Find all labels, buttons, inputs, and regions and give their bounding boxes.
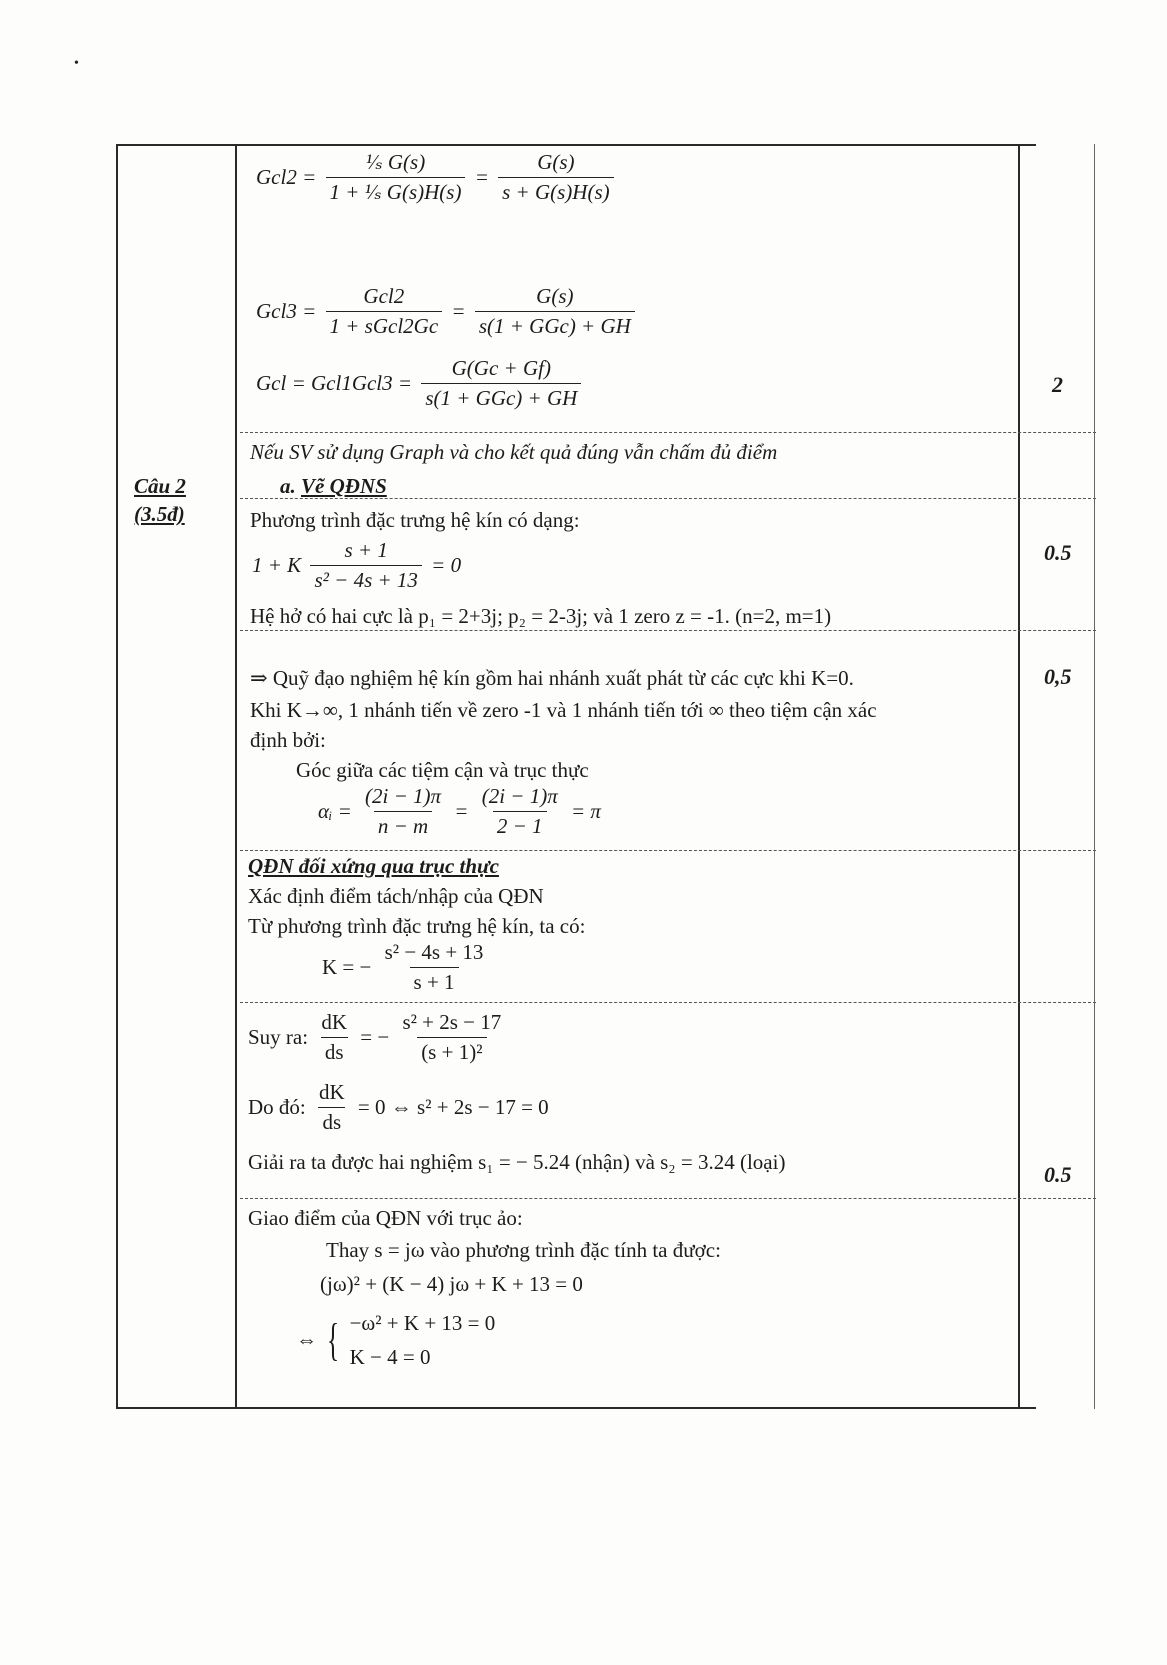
gcl2-result-fraction (498, 150, 614, 205)
dk-zero-rhs: = 0 ⇔ s² + 2s − 17 = 0 (357, 1095, 549, 1119)
alpha-fraction-1 (361, 784, 445, 839)
part-a-title: Vẽ QĐNS (301, 474, 387, 498)
symmetry-title: QĐN đối xứng qua trục thực (248, 854, 499, 878)
dk-numerator: dK (321, 1010, 347, 1034)
part-a-prefix: a. (280, 474, 296, 498)
alpha-rhs: = π (570, 799, 601, 823)
gcl2-fraction (326, 150, 466, 205)
gcl3-equation (256, 284, 639, 339)
gcl2-lhs: Gcl2 = (256, 165, 317, 189)
scan-dot: • (74, 56, 79, 71)
dk-result-numerator: s² + 2s − 17 (402, 1010, 502, 1034)
gcl2-denominator: 1 + ¹⁄ₛ G(s)H(s) (326, 177, 466, 205)
score-0-5-b: 0,5 (1044, 664, 1072, 689)
part-a-heading (280, 474, 387, 499)
suy-ra-label: Suy ra: (248, 1025, 309, 1049)
char-eq-lhs: 1 + K (252, 553, 302, 577)
alpha-numerator-2: (2i − 1)π (481, 784, 558, 808)
system-line-1: −ω² + K + 13 = 0 (349, 1311, 496, 1335)
root-locus-line3: định bởi: (250, 728, 326, 752)
gcl3-result-fraction (475, 284, 635, 339)
root-locus-line1: ⇒ Quỹ đạo nghiệm hệ kín gồm hai nhánh xuất phát từ các cực khi K=0. (250, 666, 854, 690)
char-eq-numerator: s + 1 (344, 538, 388, 562)
gcl-denominator: s(1 + GGc) + GH (421, 383, 581, 411)
roots-text: Giải ra ta được hai nghiệm s₁ = − 5.24 (nhận) và s₂ = 3.24 (loại) (248, 1150, 786, 1174)
breakaway-intro: Xác định điểm tách/nhập của QĐN (248, 884, 544, 908)
gcl3-lhs: Gcl3 = (256, 299, 317, 323)
root-locus-line2: Khi K→∞, 1 nhánh tiến về zero -1 và 1 nhánh tiến tới ∞ theo tiệm cận xác (250, 698, 877, 722)
col-divider-2 (1018, 144, 1020, 1409)
dk-zero-equation (248, 1080, 549, 1135)
row-sep-4 (240, 850, 1096, 851)
gcl-fraction (421, 356, 581, 411)
char-eq-denominator: s² − 4s + 13 (310, 565, 421, 593)
gcl2-equation (256, 150, 618, 205)
table-right-side (1094, 144, 1095, 1409)
k-equation (322, 940, 491, 995)
score-0-5-a: 0.5 (1044, 540, 1072, 565)
gcl3-result-numerator: G(s) (536, 284, 574, 308)
alpha-equation (318, 784, 601, 839)
dk-result-denominator: (s + 1)² (417, 1037, 486, 1065)
poles-text: Hệ hở có hai cực là p₁ = 2+3j; p₂ = 2-3j; và 1 zero z = -1. (n=2, m=1) (250, 604, 832, 628)
col-divider-1 (235, 144, 237, 1409)
row-sep-5 (240, 1002, 1096, 1003)
gcl3-equals: = (451, 299, 466, 323)
row-sep-1 (240, 432, 1096, 433)
dk-result-fraction (398, 1010, 505, 1065)
gcl2-equals: = (474, 165, 489, 189)
alpha-lhs: αᵢ = (318, 799, 352, 823)
alpha-denominator-1: n − m (374, 811, 432, 839)
char-eq (252, 538, 461, 593)
gcl-lhs: Gcl = Gcl1Gcl3 = (256, 371, 413, 395)
gcl2-numerator: ¹⁄ₛ G(s) (365, 150, 426, 174)
gcl2-result-denominator: s + G(s)H(s) (498, 177, 614, 205)
gcl-numerator: G(Gc + Gf) (451, 356, 551, 380)
imag-axis-title: Giao điểm của QĐN với trục ảo: (248, 1206, 523, 1230)
breakaway-intro-2: Từ phương trình đặc trưng hệ kín, ta có: (248, 914, 586, 938)
dk-equation (248, 1010, 509, 1065)
char-eq-intro: Phương trình đặc trưng hệ kín có dạng: (250, 508, 580, 532)
k-fraction (381, 940, 488, 995)
table-bottom-border (116, 1407, 1036, 1409)
dk-zero-fraction (315, 1080, 349, 1135)
alpha-numerator-1: (2i − 1)π (365, 784, 442, 808)
gcl3-denominator: 1 + sGcl2Gc (326, 311, 443, 339)
score-2: 2 (1052, 372, 1063, 397)
alpha-equals: = (454, 799, 469, 823)
alpha-denominator-2: 2 − 1 (493, 811, 547, 839)
gcl-equation (256, 356, 585, 411)
alpha-fraction-2 (478, 784, 562, 839)
do-do-label: Do đó: (248, 1095, 306, 1119)
k-denominator: s + 1 (410, 967, 459, 995)
char-eq-fraction (310, 538, 421, 593)
question-label: Câu 2 (134, 474, 186, 498)
imag-axis-line1: Thay s = jω vào phương trình đặc tính ta được: (326, 1238, 721, 1262)
imag-axis-system (296, 1306, 495, 1374)
dk-zero-denominator: ds (318, 1107, 345, 1135)
gcl3-fraction (326, 284, 443, 339)
dk-denominator: ds (321, 1037, 348, 1065)
left-brace-icon: { (327, 1314, 340, 1365)
table-top-border (116, 144, 1036, 146)
score-0-5-c: 0.5 (1044, 1162, 1072, 1187)
row-sep-3 (240, 630, 1096, 631)
imag-axis-eq1: (jω)² + (K − 4) jω + K + 13 = 0 (320, 1272, 583, 1296)
k-lhs: K = − (322, 955, 372, 979)
question-points: (3.5đ) (134, 502, 185, 526)
gcl2-result-numerator: G(s) (537, 150, 575, 174)
dk-zero-numerator: dK (319, 1080, 345, 1104)
gcl3-numerator: Gcl2 (363, 284, 405, 308)
char-eq-rhs: = 0 (431, 553, 462, 577)
dk-fraction (317, 1010, 351, 1065)
gcl3-result-denominator: s(1 + GGc) + GH (475, 311, 635, 339)
asymptote-angle-label: Góc giữa các tiệm cận và trục thực (296, 758, 589, 782)
row-sep-6 (240, 1198, 1096, 1199)
grading-note: Nếu SV sử dụng Graph và cho kết quả đúng vẫn chấm đủ điểm (250, 440, 778, 464)
system-line-2: K − 4 = 0 (349, 1345, 431, 1369)
k-numerator: s² − 4s + 13 (384, 940, 484, 964)
table-left-border (116, 144, 118, 1409)
iff-symbol: ⇔ (296, 1327, 317, 1352)
system-lines (350, 1306, 496, 1374)
dk-equals: = − (360, 1025, 390, 1049)
